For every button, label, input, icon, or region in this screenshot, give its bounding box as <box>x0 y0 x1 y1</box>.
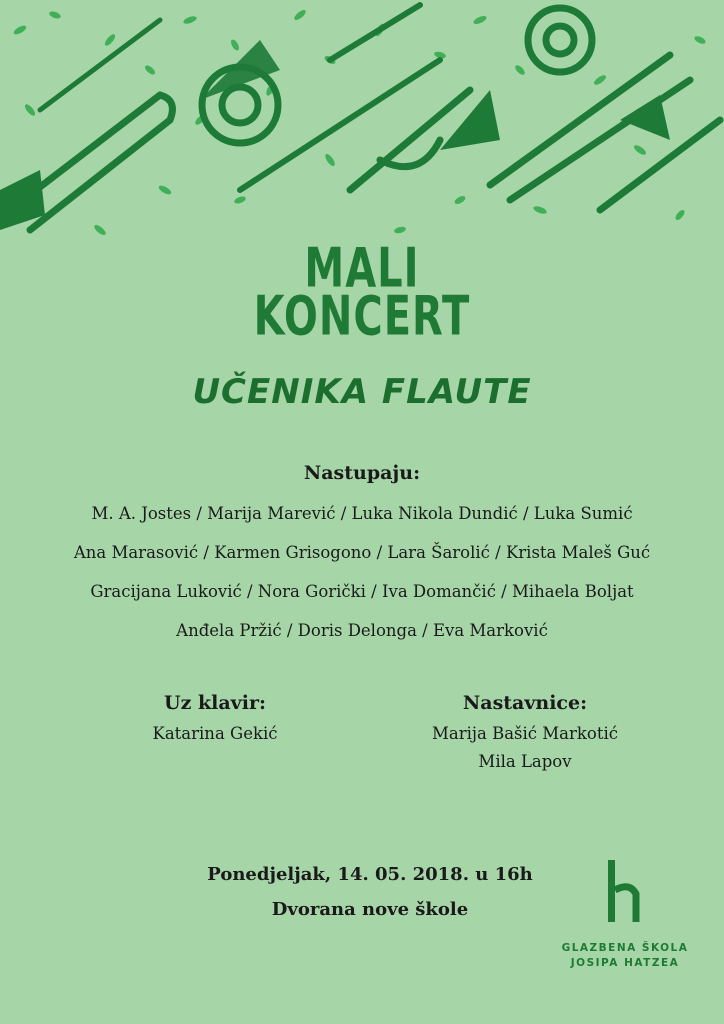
teacher-name: Marija Bašić Markotić <box>432 724 618 743</box>
brass-instruments-illustration <box>0 0 724 250</box>
performers-line: Ana Marasović / Karmen Grisogono / Lara Šarolić / Krista Maleš Guć <box>73 543 651 562</box>
school-name-line-1: GLAZBENA ŠKOLA <box>561 942 689 954</box>
school-logo <box>560 860 690 980</box>
piano-name: Katarina Gekić <box>152 724 278 743</box>
concert-subtitle: UČENIKA FLAUTE <box>192 372 532 412</box>
teacher-name: Mila Lapov <box>478 752 572 771</box>
event-venue: Dvorana nove škole <box>271 899 469 920</box>
teachers-heading: Nastavnice: <box>462 692 588 714</box>
performers-line: Anđela Pržić / Doris Delonga / Eva Marković <box>176 621 548 640</box>
school-name-line-2: JOSIPA HATZEA <box>570 957 680 969</box>
performers-heading: Nastupaju: <box>303 462 421 484</box>
concert-title-line-1: MALI <box>304 237 420 301</box>
school-logo-h-icon <box>560 860 690 930</box>
concert-title-line-2: KONCERT <box>253 285 471 349</box>
event-datetime: Ponedjeljak, 14. 05. 2018. u 16h <box>207 864 533 885</box>
performers-line: M. A. Jostes / Marija Marević / Luka Nikola Dundić / Luka Sumić <box>91 504 633 523</box>
performers-line: Gracijana Luković / Nora Gorički / Iva Domančić / Mihaela Boljat <box>90 582 634 601</box>
teachers-section <box>400 692 650 776</box>
piano-heading: Uz klavir: <box>164 692 266 714</box>
piano-section <box>95 692 335 748</box>
